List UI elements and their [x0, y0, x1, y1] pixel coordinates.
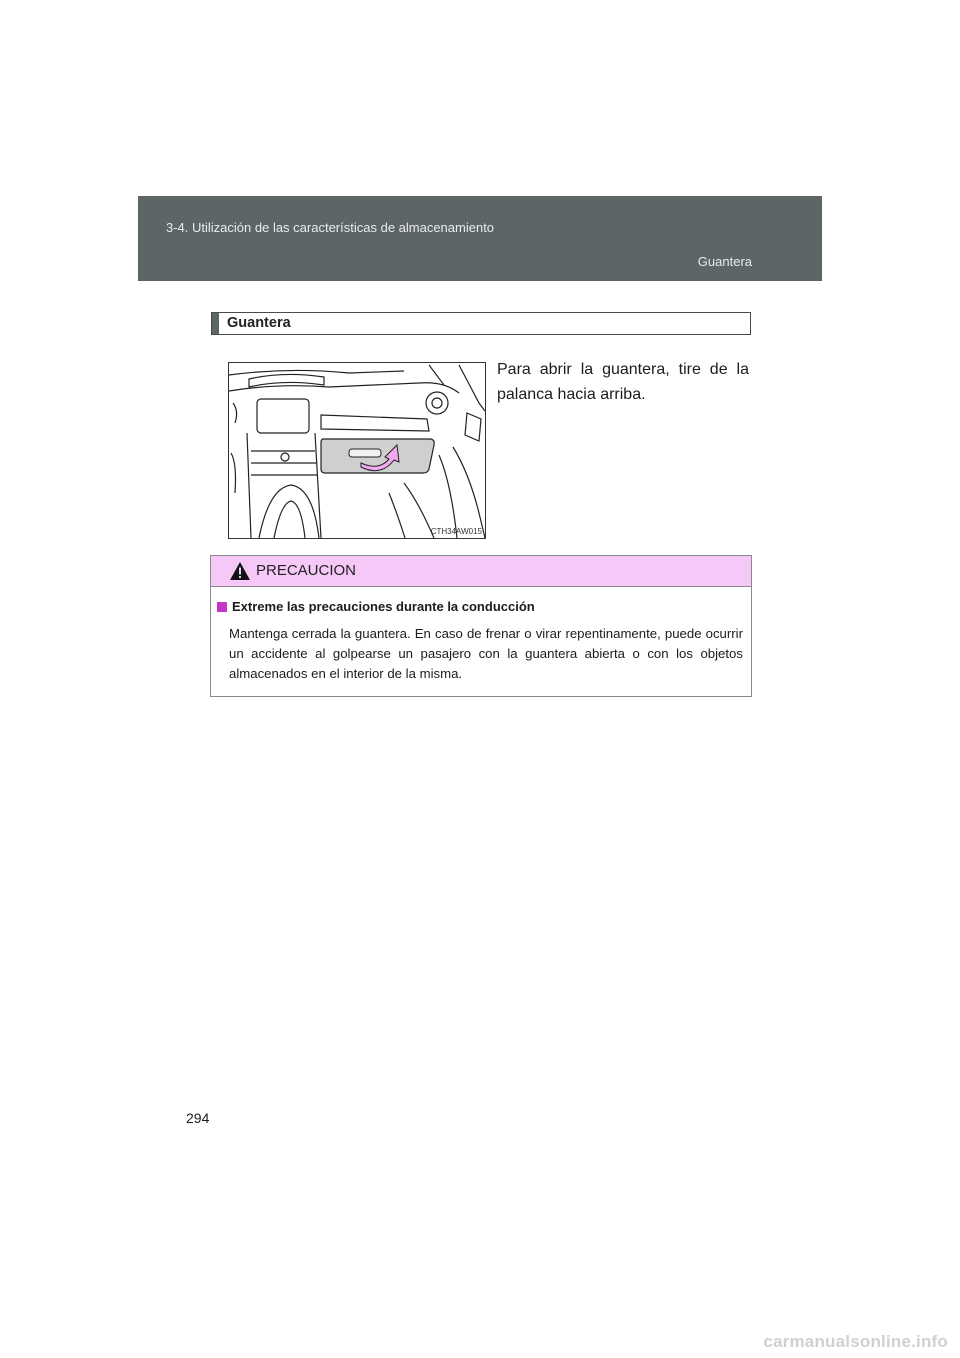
caution-body: Mantenga cerrada la guantera. En caso de frenar o virar repentinamente, puede ocurrir un accidente al golpearse un pasajero con la guantera abierta o con los objetos almacenados en el interior de la misma.: [229, 626, 743, 681]
section-title: Guantera: [227, 315, 291, 331]
chapter-title: 3-4. Utilización de las características de almacenamiento: [166, 220, 495, 235]
figure-code: CTH34AW015: [430, 527, 482, 536]
watermark: carmanualsonline.info: [763, 1332, 948, 1351]
square-bullet-icon: [217, 602, 227, 612]
caution-subhead-row: [217, 599, 535, 614]
section-title-accent: [212, 313, 219, 334]
instruction-text: Para abrir la guantera, tire de la palanca hacia arriba.: [497, 361, 749, 403]
page-number: 294: [186, 1110, 210, 1126]
section-title-bar: [211, 312, 751, 335]
warning-triangle-icon: [229, 561, 251, 581]
caution-header: [211, 556, 751, 587]
dashboard-drawing: [229, 363, 485, 538]
section-subtitle: Guantera: [697, 254, 752, 269]
chapter-header-band: [138, 196, 822, 281]
caution-subhead: Extreme las precauciones durante la conducción: [232, 599, 535, 614]
glovebox-illustration: [228, 362, 486, 539]
caution-label: PRECAUCION: [256, 562, 357, 579]
caution-box: [210, 555, 752, 697]
